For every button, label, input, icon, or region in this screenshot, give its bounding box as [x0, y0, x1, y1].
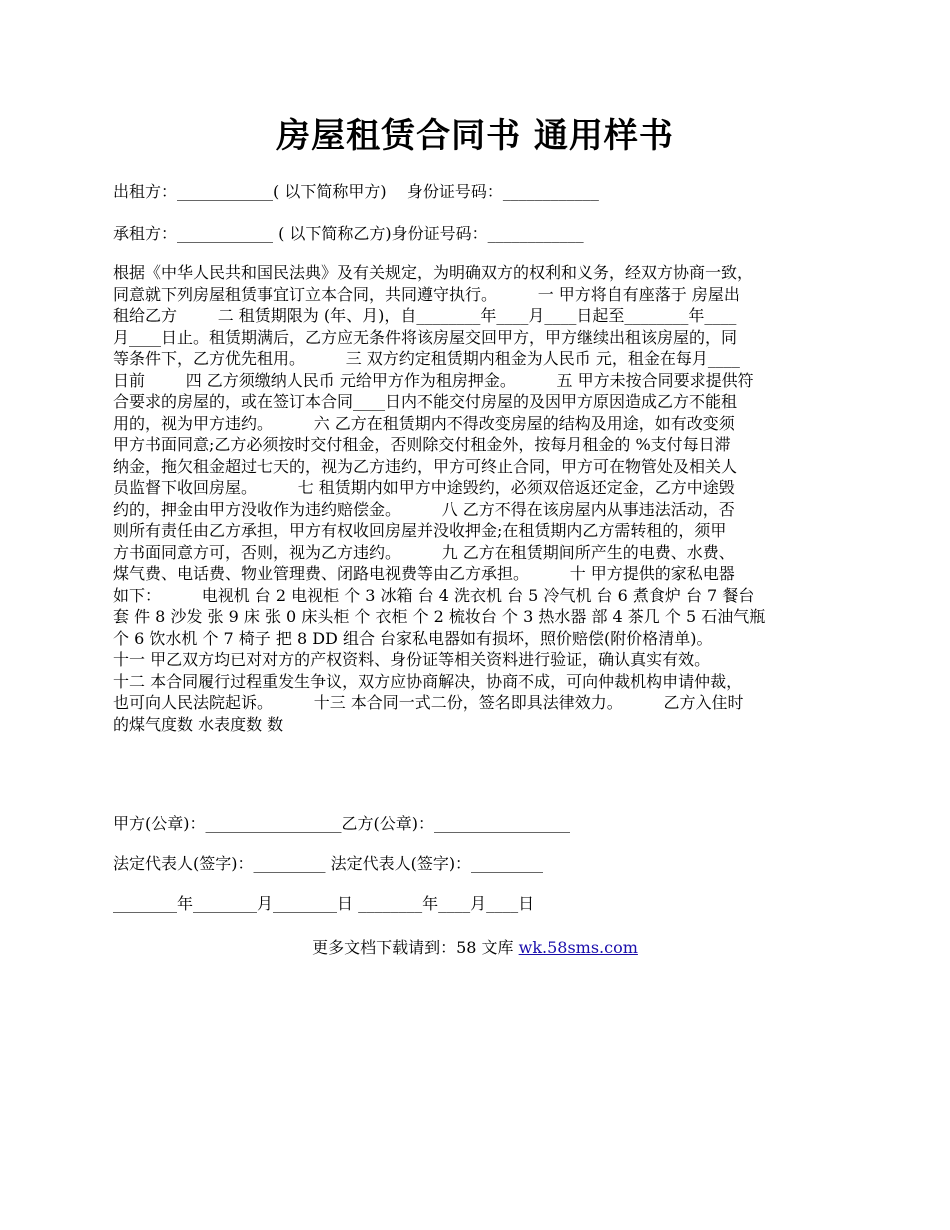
body-line: 十一 甲乙双方均已对对方的产权资料、身份证等相关资料进行验证，确认真实有效。 [113, 650, 711, 669]
body-line: 等条件下，乙方优先租用。 三 双方约定租赁期内租金为人民币 元，租金在每月____ [113, 349, 740, 368]
body-line: 也可向人民法院起诉。 十三 本合同一式二份，签名即具法律效力。 乙方入住时 [113, 693, 744, 712]
body-line: 租给乙方 二 租赁期限为 (年、月)，自________年____月____日起至________年____ [113, 306, 737, 325]
footer-text: 更多文档下载请到：58 文库 [312, 938, 519, 957]
body-line: 套 件 8 沙发 张 9 床 张 0 床头柜 个 衣柜 个 2 梳妆台 个 3 热水器 部 4 茶几 个 5 石油气瓶 [113, 607, 766, 626]
body-line: 如下： 电视机 台 2 电视柜 个 3 冰箱 台 4 洗衣机 台 5 冷气机 台 6 煮食炉 台 7 餐台 [113, 585, 755, 605]
body-line: 的煤气度数 水表度数 数 [113, 714, 284, 734]
body-line: 月____日止。租赁期满后，乙方应无条件将该房屋交回甲方，甲方继续出租该房屋的，同 [113, 327, 738, 347]
body-line: 员监督下收回房屋。 七 租赁期内如甲方中途毁约，必须双倍返还定金，乙方中途毁 [113, 478, 735, 497]
body-line: 约的，押金由甲方没收作为违约赔偿金。 八 乙方不得在该房屋内从事违法活动，否 [113, 499, 735, 519]
seal-line: 甲方(公章)：_________________乙方(公章)：_________________ [113, 814, 570, 833]
lessor-line: 出租方：____________( 以下简称甲方) 身份证号码：____________ [113, 182, 599, 201]
body-line: 合要求的房屋的，或在签订本合同____日内不能交付房屋的及因甲方原因造成乙方不能租 [113, 392, 738, 411]
body-line: 煤气费、电话费、物业管理费、闭路电视费等由乙方承担。 十 甲方提供的家私电器 [113, 564, 735, 583]
body-line: 同意就下列房屋租赁事宜订立本合同，共同遵守执行。 一 甲方将自有座落于 房屋出 [113, 284, 740, 304]
footer [0, 935, 950, 958]
body-line: 十二 本合同履行过程重发生争议，双方应协商解决，协商不成，可向仲裁机构申请仲裁， [113, 671, 743, 691]
body-line: 日前 四 乙方须缴纳人民币 元给甲方作为租房押金。 五 甲方未按合同要求提供符 [113, 370, 754, 390]
body-line: 个 6 饮水机 个 7 椅子 把 8 DD 组合 台家私电器如有损坏，照价赔偿(附价格清单)。 [113, 628, 713, 648]
body-line: 根据《中华人民共和国民法典》及有关规定，为明确双方的权利和义务，经双方协商一致， [113, 263, 754, 282]
representative-line: 法定代表人(签字)：_________ 法定代表人(签字)：_________ [113, 854, 544, 873]
footer-link[interactable]: wk.58sms.com [518, 938, 638, 957]
body-line: 纳金，拖欠租金超过七天的，视为乙方违约，甲方可终止合同，甲方可在物管处及相关人 [113, 456, 738, 476]
document-title: 房屋租赁合同书 通用样书 [276, 116, 674, 156]
body-line: 用的，视为甲方违约。 六 乙方在租赁期内不得改变房屋的结构及用途，如有改变须 [113, 413, 735, 433]
body-line: 方书面同意方可，否则，视为乙方违约。 九 乙方在租赁期间所产生的电费、水费、 [113, 542, 735, 562]
date-line: ________年________月________日 ________年____月____日 [113, 894, 535, 913]
body-line: 则所有责任由乙方承担，甲方有权收回房屋并没收押金;在租赁期内乙方需转租的，须甲 [113, 521, 727, 540]
body-line: 甲方书面同意;乙方必须按时交付租金，否则除交付租金外，按每月租金的 %支付每日滞 [113, 435, 731, 454]
lessee-line: 承租方：____________ ( 以下简称乙方)身份证号码：____________ [113, 224, 584, 243]
